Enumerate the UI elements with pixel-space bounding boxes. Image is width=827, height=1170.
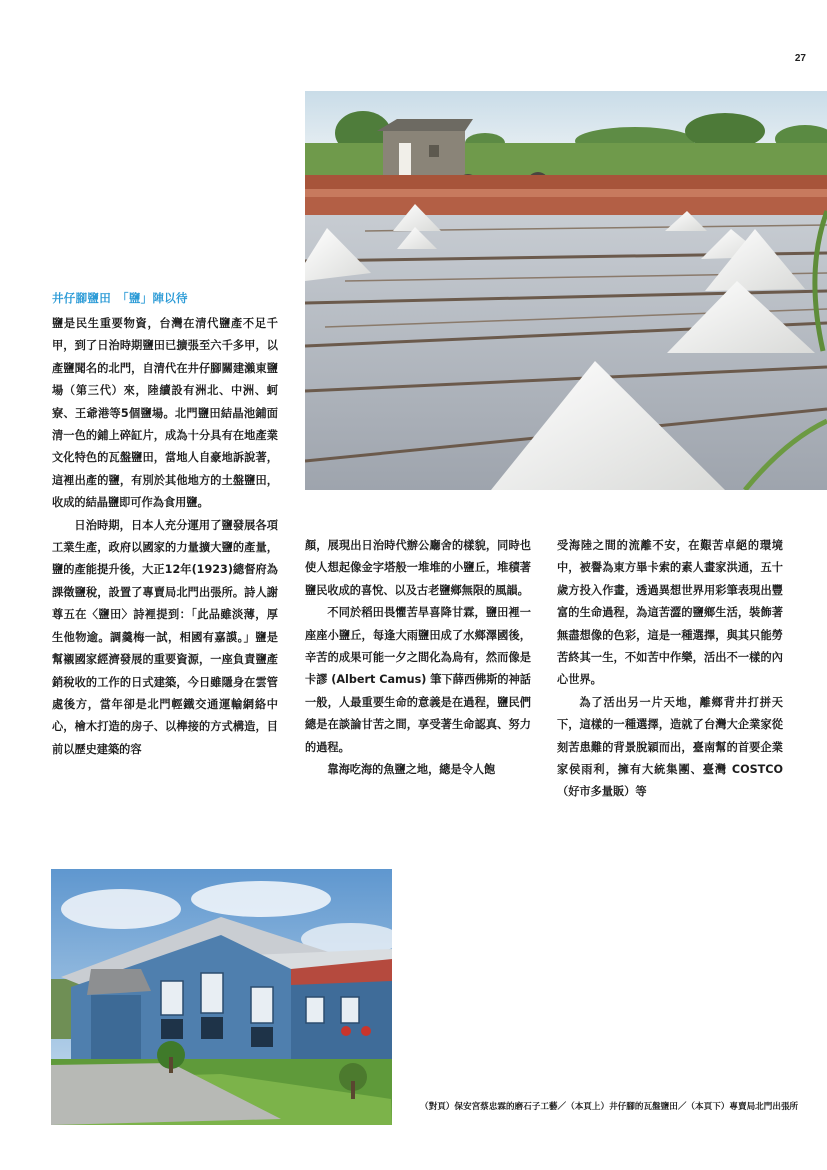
paragraph: 受海陸之間的流離不安，在艱苦卓絕的環境中，被譽為東方畢卡索的素人畫家洪通，五十歲方投入作畫，透過異想世界用彩筆表現出豐富的生命過程，為這苦澀的鹽鄉生活，裝飾著無盡想像的色彩，這是一種選擇，與其只能勞苦終其一生，不如苦中作樂，活出不一樣的內心世界。	[557, 539, 783, 687]
photo-caption: （對頁）保安宮蔡忠霖的磨石子工藝／（本頁上）井仔腳的瓦盤鹽田／（本頁下）專賣局北門出張所	[420, 1102, 799, 1112]
salt-pans-photo	[305, 91, 827, 490]
paragraph: 靠海吃海的魚鹽之地，總是令人飽	[327, 763, 496, 777]
paragraph: 鹽是民生重要物資，台灣在清代鹽產不足千甲，到了日治時期鹽田已擴張至六千多甲，以產鹽聞名的北門，自清代在井仔腳關建瀨東鹽場（第三代）來，陸續設有洲北、中洲、蚵寮、王爺港等5個鹽場。北門鹽田結晶池鋪面清一色的鋪上碎缸片，成為十分具有在地產業文化特色的瓦盤鹽田，當地人自豪地訴說著，這裡出產的鹽，有別於其他地方的土盤鹽田，收成的結晶鹽即可作為食用鹽。	[52, 317, 278, 510]
paragraph: 不同於稻田畏懼苦旱喜降甘霖，鹽田裡一座座小鹽丘，每逢大雨鹽田成了水鄉澤國後，辛苦的成果可能一夕之間化為烏有，然而像是卡謬 (Albert Camus) 筆下薛西佛斯的神話一般，人最重要生命的意義是在過程，鹽民們總是在談論甘苦之間，享受著生命認真、努力的過程。	[305, 606, 531, 754]
salt-pans-illustration	[305, 91, 827, 490]
section-heading: 井仔腳鹽田 「鹽」陣以待	[52, 291, 188, 305]
article-column-2	[305, 535, 531, 781]
paragraph: 日治時期，日本人充分運用了鹽發展各項工業生產，政府以國家的力量擴大鹽的產量，鹽的產能提升後，大正12年(1923)總督府為課徵鹽稅，設置了專賣局北門出張所。詩人謝尊五在〈鹽田〉詩裡提到：「此品雖淡薄，厚生他物逾。調羹梅一試，相國有嘉謨。」鹽是幫襯國家經濟發展的重要資源，一座負責鹽產銷稅收的工作的日式建築，今日雖隱身在雲管處後方，當年卻是北門輕鐵交通運輸網絡中心，檜木打造的房子、以榫接的方式構造，目前以歷史建築的容	[52, 518, 278, 756]
article-column-1	[52, 313, 278, 761]
page-number: 27	[794, 53, 806, 64]
blue-building-illustration	[51, 869, 392, 1125]
article-column-3	[557, 535, 783, 804]
paragraph: 顏，展現出日治時代辦公廳舍的樣貌，同時也使人想起像金字塔般一堆堆的小鹽丘，堆積著鹽民收成的喜悅、以及古老鹽鄉無限的風韻。	[305, 539, 531, 597]
paragraph: 為了活出另一片天地，離鄉背井打拼天下，這樣的一種選擇，造就了台灣大企業家從刻苦患難的背景脫穎而出，臺南幫的首要企業家侯雨利，擁有大統集團、臺灣 COSTCO（好市多量販）等	[557, 695, 783, 799]
monopoly-bureau-building-photo	[51, 869, 392, 1125]
